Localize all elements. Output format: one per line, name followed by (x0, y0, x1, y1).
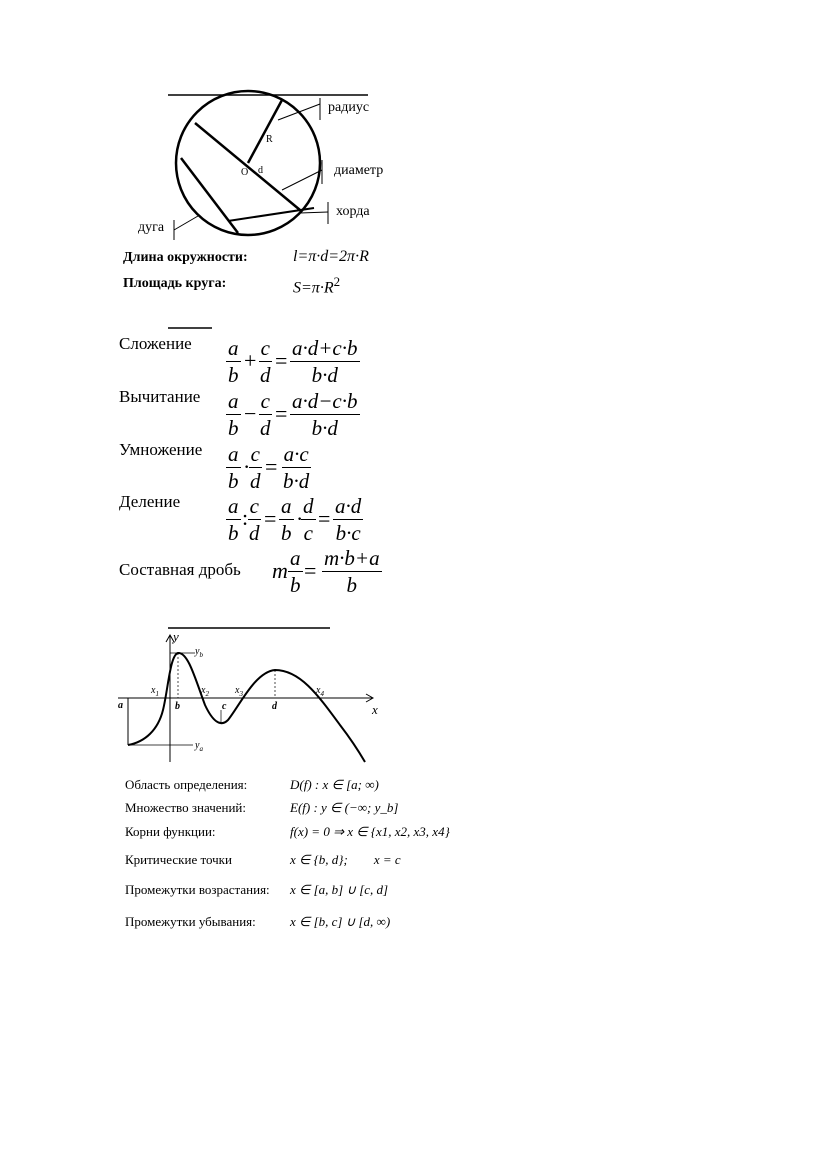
root-x1-label: $x_1$ (151, 685, 159, 698)
yb-label: $y_b$ (195, 646, 203, 659)
arc-label: дуга (138, 220, 165, 235)
addition-result: $\frac{a\cdot d+c\cdot b}{b\cdot d}$ (292, 336, 358, 387)
point-a-label: a (118, 700, 123, 711)
decreasing-expr: x ∈ [b, c] ∪ [d, ∞) (290, 914, 391, 929)
root-x2-label: $x_2$ (201, 685, 209, 698)
axis-x-label: x (372, 702, 378, 717)
multiplication-frac-1: $\frac{a}{b}$ (228, 442, 239, 493)
division-equals-2: = (318, 506, 331, 531)
subtraction-label: Вычитание (119, 387, 201, 406)
point-c-label: c (222, 701, 227, 712)
subtraction-frac-1: $\frac{a}{b}$ (228, 389, 239, 440)
center-label: O (241, 167, 249, 178)
compound-equals: = (304, 558, 317, 583)
division-result: $\frac{a\cdot d}{b\cdot c}$ (335, 494, 362, 545)
circumference-formula: l=π·d=2π·R (293, 248, 369, 265)
decreasing-label: Промежутки убывания: (125, 914, 256, 929)
addition-sign: + (244, 348, 257, 373)
axis-y-label: y (173, 629, 179, 644)
compound-frac: $\frac{a}{b}$ (290, 546, 301, 597)
multiplication-sign: · (243, 454, 251, 479)
subtraction-equals: = (275, 401, 288, 426)
multiplication-equals: = (265, 454, 278, 479)
range-expr: E(f) : y ∈ (−∞; y_b] (290, 800, 399, 815)
division-frac-2: $\frac{c}{d}$ (249, 494, 260, 545)
addition-label: Сложение (119, 334, 192, 353)
compound-m: m (272, 558, 288, 583)
addition-frac-2: $\frac{c}{d}$ (260, 336, 271, 387)
addition-equals: = (275, 348, 288, 373)
area-label: Площадь круга: (123, 276, 227, 291)
area-formula-exp: 2 (333, 274, 341, 289)
roots-expr: f(x) = 0 ⇒ x ∈ {x1, x2, x3, x4} (290, 824, 450, 839)
division-dot: · (296, 506, 304, 531)
range-label: Множество значений: (125, 800, 246, 815)
addition-frac-1: $\frac{a}{b}$ (228, 336, 239, 387)
increasing-label: Промежутки возрастания: (125, 882, 270, 897)
compound-label: Составная дробь (119, 560, 241, 579)
division-label: Деление (119, 492, 181, 511)
d-label: d (258, 165, 263, 176)
root-x4-label: $x_4$ (316, 685, 324, 698)
subtraction-sign: − (244, 401, 257, 426)
point-b-label: b (175, 701, 180, 712)
chord-label: хорда (336, 204, 370, 219)
division-frac-1: $\frac{a}{b}$ (228, 494, 239, 545)
r-label: R (266, 134, 273, 145)
multiplication-label: Умножение (119, 440, 203, 459)
compound-result: $\frac{m\cdot b+a}{b}$ (324, 546, 380, 597)
division-mid-frac-2: $\frac{d}{c}$ (303, 494, 314, 545)
domain-expr: D(f) : x ∈ [a; ∞) (290, 777, 379, 792)
multiplication-frac-2: $\frac{c}{d}$ (250, 442, 261, 493)
division-equals-1: = (264, 506, 277, 531)
roots-label: Корни функции: (125, 824, 216, 839)
ya-label: $y_a$ (195, 740, 203, 753)
subtraction-result: $\frac{a\cdot d-c\cdot b}{b\cdot d}$ (292, 389, 358, 440)
division-mid-frac-1: $\frac{a}{b}$ (281, 494, 292, 545)
multiplication-result: $\frac{a\cdot c}{b\cdot d}$ (283, 442, 310, 493)
domain-label: Область определения: (125, 777, 248, 792)
radius-label: радиус (328, 100, 370, 115)
subtraction-frac-2: $\frac{c}{d}$ (260, 389, 271, 440)
diameter-label: диаметр (334, 163, 384, 178)
increasing-expr: x ∈ [a, b] ∪ [c, d] (290, 882, 389, 897)
circumference-label: Длина окружности: (123, 250, 248, 265)
area-formula-base: S=π·R (293, 279, 334, 297)
root-x3-label: $x_3$ (235, 685, 243, 698)
critical-expr: x ∈ {b, d}; x = c (290, 852, 401, 867)
division-sign: : (242, 505, 249, 530)
critical-label: Критические точки (125, 852, 232, 867)
point-d-label: d (272, 701, 277, 712)
